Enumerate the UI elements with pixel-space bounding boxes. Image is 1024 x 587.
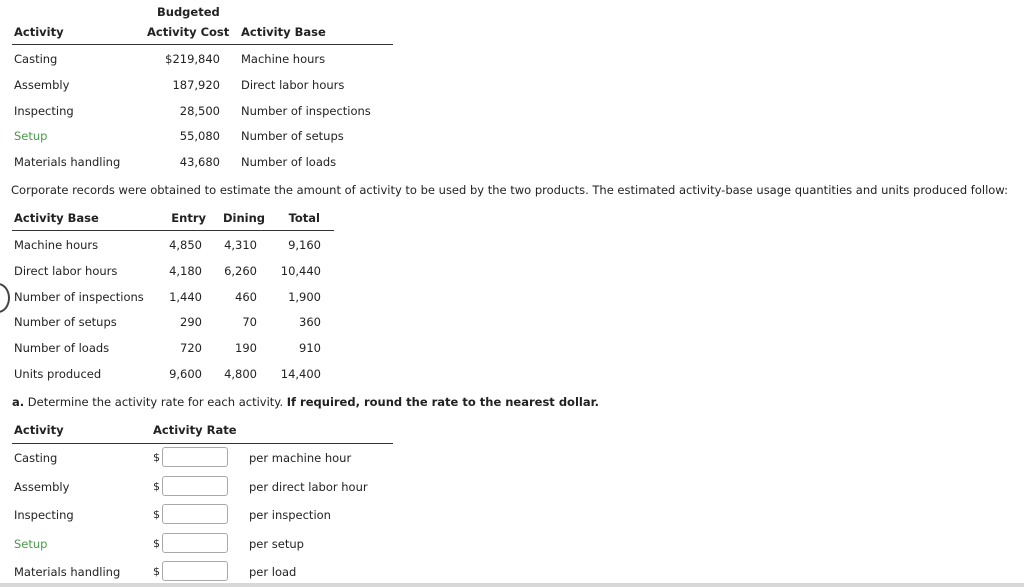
setup-link[interactable]: Setup — [14, 537, 48, 551]
row-entry: 4,180 — [169, 264, 202, 278]
row-dining: 4,310 — [224, 238, 257, 252]
row-label: Number of setups — [14, 315, 117, 329]
header-activity: Activity — [14, 25, 64, 39]
row-activity: Assembly — [14, 78, 70, 92]
row-cost: 55,080 — [179, 129, 220, 143]
row-activity: Inspecting — [14, 508, 74, 522]
header-activity-rate: Activity Rate — [153, 423, 237, 437]
row-entry: 4,850 — [169, 238, 202, 252]
dollar-sign: $ — [153, 508, 160, 521]
assembly-rate-input[interactable] — [162, 476, 228, 496]
row-cost: $219,840 — [165, 52, 220, 66]
row-dining: 190 — [235, 341, 257, 355]
row-total: 14,400 — [280, 367, 321, 381]
row-entry: 9,600 — [169, 367, 202, 381]
row-activity: Materials handling — [14, 155, 121, 169]
row-label: Number of inspections — [14, 290, 144, 304]
header-activity-base: Activity Base — [241, 25, 326, 39]
header-rule — [12, 443, 393, 444]
header-rule — [12, 44, 393, 45]
row-activity: Casting — [14, 451, 58, 465]
row-unit: per machine hour — [249, 451, 352, 465]
row-cost: 187,920 — [172, 78, 220, 92]
row-entry: 1,440 — [169, 290, 202, 304]
row-unit: per load — [249, 565, 297, 579]
row-label: Direct labor hours — [14, 264, 118, 278]
header-dining: Dining — [222, 211, 265, 225]
dollar-sign: $ — [153, 537, 160, 550]
row-base: Machine hours — [241, 52, 326, 66]
row-entry: 290 — [180, 315, 202, 329]
question-prefix: a. — [12, 395, 25, 409]
setup-rate-input[interactable] — [162, 533, 228, 553]
question-text: Determine the activity rate for each activity. — [24, 395, 284, 409]
setup-link[interactable]: Setup — [14, 129, 48, 143]
row-total: 9,160 — [288, 238, 321, 252]
intro-paragraph: Corporate records were obtained to estimate the amount of activity to be used by the two products. The estimated activity-base usage quantities and units produced follow: — [11, 183, 1008, 197]
header-total: Total — [288, 211, 320, 225]
row-cost: 43,680 — [179, 155, 220, 169]
row-total: 910 — [299, 341, 321, 355]
row-label: Machine hours — [14, 238, 99, 252]
row-dining: 70 — [242, 315, 257, 329]
row-base: Number of inspections — [241, 104, 371, 118]
row-activity: Materials handling — [14, 565, 121, 579]
header-activity-base: Activity Base — [14, 211, 99, 225]
header-entry: Entry — [171, 211, 206, 225]
row-base: Number of loads — [241, 155, 337, 169]
casting-rate-input[interactable] — [162, 447, 228, 467]
question-line — [12, 395, 599, 409]
row-unit: per direct labor hour — [249, 480, 368, 494]
row-entry: 720 — [180, 341, 202, 355]
row-base: Number of setups — [241, 129, 344, 143]
inspecting-rate-input[interactable] — [162, 504, 228, 524]
row-dining: 4,800 — [224, 367, 257, 381]
row-dining: 6,260 — [224, 264, 257, 278]
bottom-scroll-edge — [0, 583, 1024, 587]
materials-handling-rate-input[interactable] — [162, 561, 228, 581]
row-total: 10,440 — [280, 264, 321, 278]
header-rule — [12, 230, 334, 231]
row-cost: 28,500 — [179, 104, 220, 118]
dollar-sign: $ — [153, 565, 160, 578]
side-marker — [0, 283, 10, 313]
row-label: Number of loads — [14, 341, 110, 355]
header-activity: Activity — [14, 423, 64, 437]
question-bold-text: If required, round the rate to the nearest dollar. — [286, 395, 599, 409]
row-dining: 460 — [235, 290, 257, 304]
row-unit: per setup — [249, 537, 304, 551]
row-label: Units produced — [14, 367, 102, 381]
row-activity: Inspecting — [14, 104, 74, 118]
header-budgeted: Budgeted — [157, 5, 220, 19]
row-activity: Casting — [14, 52, 58, 66]
row-unit: per inspection — [249, 508, 331, 522]
row-total: 1,900 — [288, 290, 321, 304]
dollar-sign: $ — [153, 480, 160, 493]
row-total: 360 — [299, 315, 321, 329]
row-base: Direct labor hours — [241, 78, 345, 92]
header-activity-cost: Activity Cost — [147, 25, 230, 39]
dollar-sign: $ — [153, 451, 160, 464]
row-activity: Assembly — [14, 480, 70, 494]
